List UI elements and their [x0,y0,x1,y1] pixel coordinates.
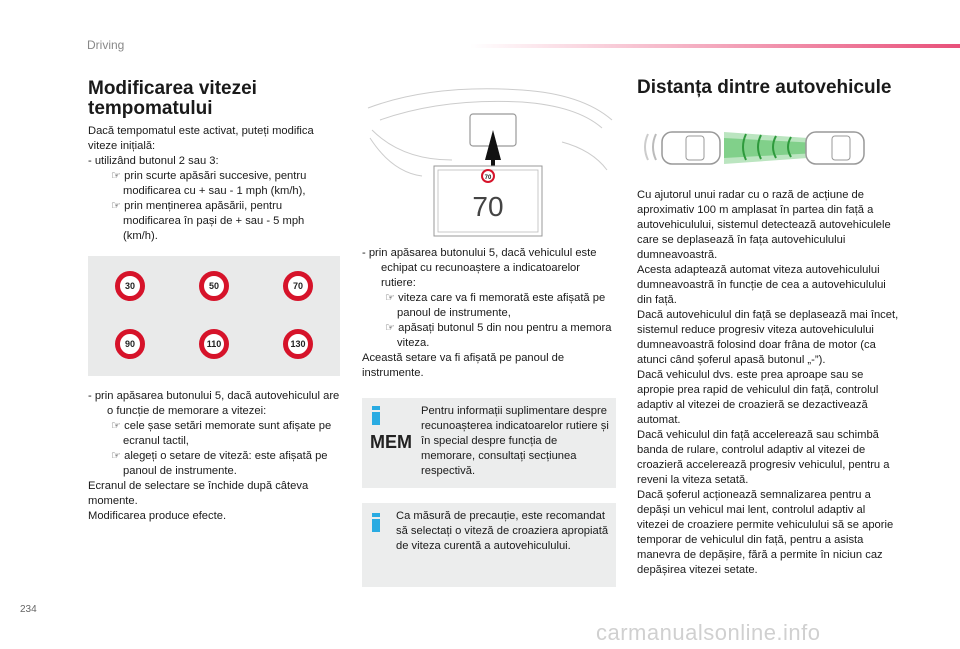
right-paragraph: Dacă vehiculul din față accelerează sau schimbă banda de rulare, controlul adaptiv al vitezei de croazieră accelerează progresiv vehiculul, pentru a reveni la viteza setată. [637,429,890,486]
header-accent-bar [470,44,960,48]
middle-sub-6: ☞ apăsați butonul 5 din nou pentru a memora viteza. [385,322,612,349]
middle-text-block [362,246,616,381]
info-icon [372,406,380,425]
speed-sign: 50 [199,271,229,301]
section-header: Driving [87,38,125,52]
left-sub-4: ☞ alegeți o setare de viteză: este afișată pe panoul de instrumente. [111,450,328,477]
middle-bullet-3: - prin apăsarea butonului 5, dacă vehiculul este echipat cu recunoaștere a indicatoarelor rutiere: [362,247,597,289]
info-text-2: Ca măsură de precauție, este recomandat să selectați o viteză de croaziera apropiată de viteza curentă a autovehiculului. [396,510,609,552]
display-speed-value: 70 [472,191,504,222]
info-icon [372,513,380,532]
info-text-1: Pentru informații suplimentare despre recunoașterea indicatoarelor rutiere și în special despre funcția de memorare, consultați secțiunea respectivă. [421,405,609,477]
right-text-block [637,188,899,578]
right-paragraph: Dacă vehiculul dvs. este prea aproape sau se apropie prea rapid de vehiculul din față, controlul adaptiv al vitezei de croazieră se dezactivează automat. [637,369,879,426]
left-sub-1: ☞ prin scurte apăsări succesive, pentru modificarea cu + sau - 1 mph (km/h), [111,170,307,197]
right-paragraph: Acesta adaptează automat viteza autovehiculului dumneavoastră în funcție de cea a autovehiculului din față. [637,264,886,306]
rear-vehicle [662,132,720,164]
mini-speed-sign-label: 70 [484,175,492,181]
right-paragraph: Dacă șoferul acționează semnalizarea pentru a depăși un vehicul mai lent, controlul adaptiv al vitezei de croaziere permite vehiculului să se aporie temporar de vehiculul din față, pentru a asista manevra de depășire, fără a permite în niciun caz depășirea vitezei setate. [637,489,894,576]
left-text-block-2 [88,389,340,524]
info-box-precaution [362,503,616,587]
left-title-line1: Modificarea vitezei [88,78,257,99]
watermark: carmanualsonline.info [596,620,821,645]
page-number: 234 [20,604,37,615]
speed-sign: 30 [115,271,145,301]
left-bullet-1: - utilizând butonul 2 sau 3: [88,155,219,167]
middle-sub-5: ☞ viteza care va fi memorată este afișată pe panoul de instrumente, [385,292,606,319]
speed-signs-panel [88,256,340,376]
middle-outro: Această setare va fi afișată pe panoul de instrumente. [362,352,565,379]
dashboard-illustration [362,80,616,238]
speed-sign: 110 [199,329,229,359]
speed-sign: 130 [283,329,313,359]
info-box-mem [362,398,616,488]
left-bullet-2: - prin apăsarea butonului 5, dacă autovehiculul are o funcție de memorare a vitezei: [88,390,340,417]
front-vehicle [806,132,864,164]
left-intro: Dacă tempomatul este activat, puteți modifica viteze inițială: [88,125,314,152]
right-title: Distanța dintre autovehicule [637,77,892,98]
left-text-block [88,124,340,244]
mem-label: MEM [370,432,412,452]
left-title-line2: tempomatului [88,98,213,119]
speed-sign: 90 [115,329,145,359]
radar-illustration [636,120,891,176]
left-sub-2: ☞ prin menținerea apăsării, pentru modificarea în pași de + sau - 5 mph (km/h). [111,200,305,242]
left-sub-3: ☞ cele șase setări memorate sunt afișate pe ecranul tactil, [111,420,332,447]
left-outro-2: Modificarea produce efecte. [88,510,227,522]
right-paragraph: Dacă autovehiculul din față se deplasează mai încet, sistemul reduce progresiv viteza autovehiculului dumneavoastră folosind doar frâna de motor (ca atunci când șoferul apasă butonul „-”). [637,309,899,366]
right-paragraph: Cu ajutorul unui radar cu o rază de acțiune de aproximativ 100 m amplasat în partea din față a autovehiculului, sistemul detectează autovehiculele care se deplasează în fața autovehiculului dumneavoastră. [637,189,891,261]
speed-sign: 70 [283,271,313,301]
left-outro-1: Ecranul de selectare se închide după câteva momente. [88,480,309,507]
